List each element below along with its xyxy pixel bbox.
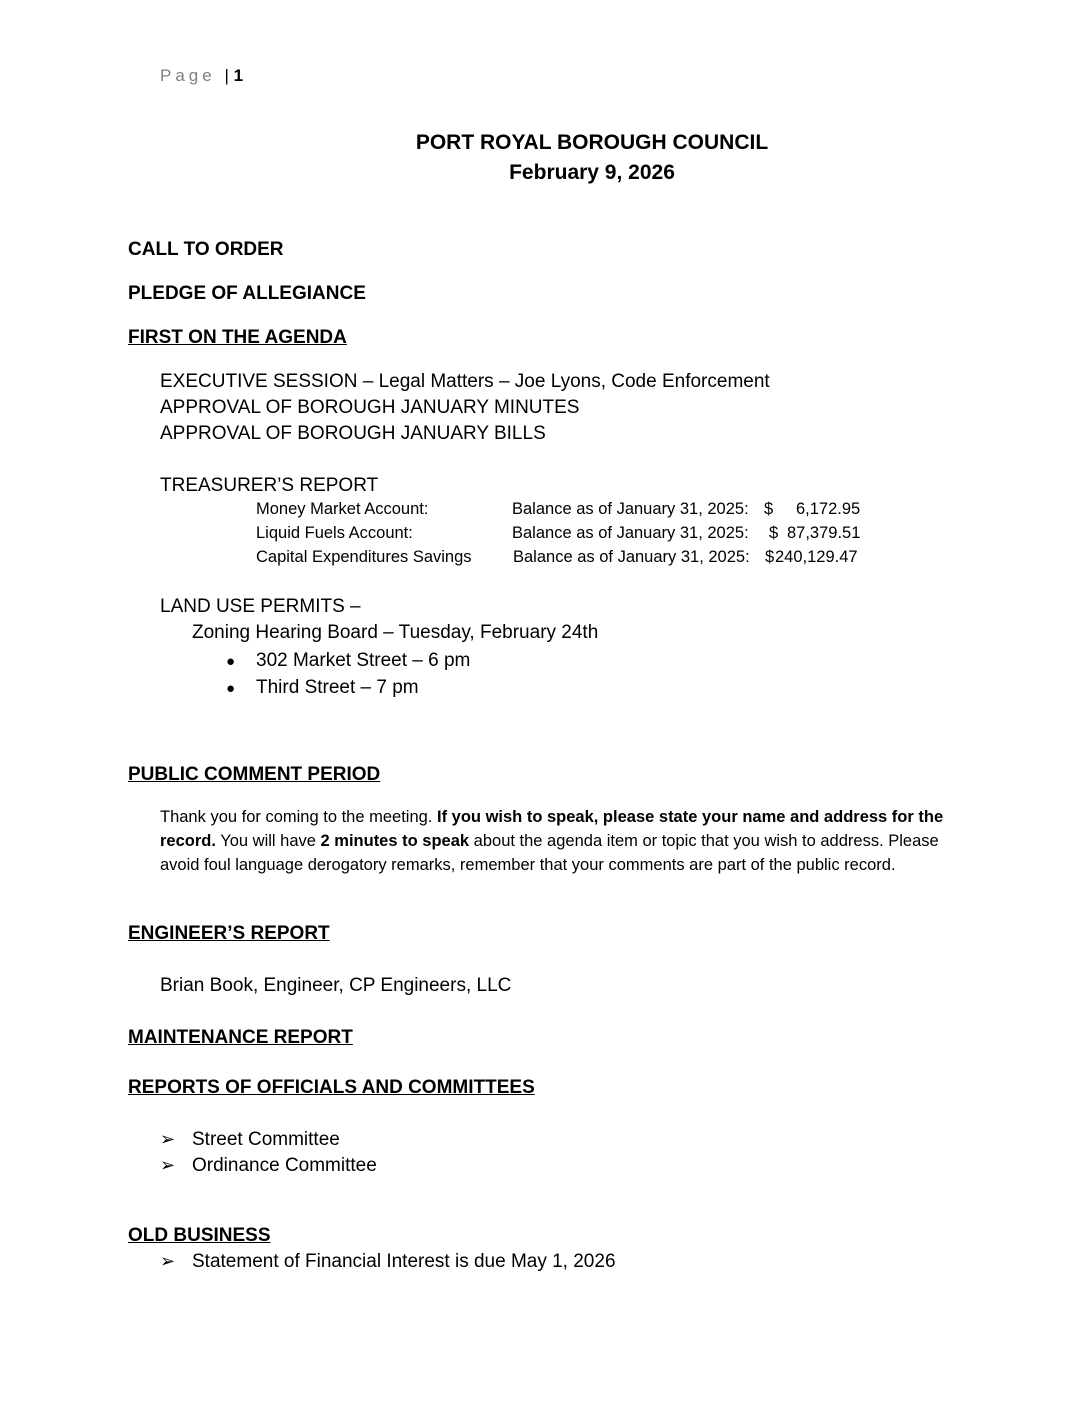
document-date: February 9, 2026 — [509, 161, 675, 184]
treasurer-report-heading: TREASURER’S REPORT — [160, 475, 379, 496]
page-number-header: Page | 1 — [160, 66, 244, 85]
currency-symbol: $ — [769, 524, 779, 542]
zoning-hearing-line: Zoning Hearing Board – Tuesday, February 24th — [192, 622, 599, 643]
account-name: Capital Expenditures Savings — [256, 548, 472, 566]
page-number: 1 — [233, 66, 244, 85]
maintenance-report-heading: MAINTENANCE REPORT — [128, 1027, 353, 1048]
arrow-bullet-icon: ➢ — [160, 1155, 176, 1175]
bullet-icon: ● — [226, 653, 236, 670]
old-business-item: Statement of Financial Interest is due May 1, 2026 — [192, 1251, 616, 1272]
call-to-order-heading: CALL TO ORDER — [128, 239, 284, 260]
document-title: PORT ROYAL BOROUGH COUNCIL — [415, 131, 769, 154]
account-name: Money Market Account: — [256, 500, 429, 518]
public-comment-paragraph — [160, 805, 970, 877]
public-comment-heading: PUBLIC COMMENT PERIOD — [128, 764, 381, 785]
paragraph-text: You will have — [215, 832, 321, 850]
currency-symbol: $ — [765, 548, 775, 566]
arrow-bullet-icon: ➢ — [160, 1129, 176, 1149]
first-on-agenda-heading: FIRST ON THE AGENDA — [128, 327, 347, 348]
arrow-bullet-icon: ➢ — [160, 1251, 176, 1271]
list-item: 302 Market Street – 6 pm — [256, 650, 471, 671]
currency-symbol: $ — [764, 500, 774, 518]
list-item: Third Street – 7 pm — [256, 677, 419, 698]
engineer-name: Brian Book, Engineer, CP Engineers, LLC — [160, 975, 512, 996]
committee-item: Street Committee — [192, 1129, 340, 1150]
balance-label: Balance as of January 31, 2025: — [512, 524, 749, 542]
engineers-report-heading: ENGINEER’S REPORT — [128, 923, 330, 944]
balance-amount: 240,129.47 — [775, 548, 858, 566]
balance-amount: 6,172.95 — [796, 500, 861, 518]
officials-committees-heading: REPORTS OF OFFICIALS AND COMMITTEES — [128, 1077, 535, 1098]
paragraph-bold-text: If you wish to speak, please state your name and address for the record. — [160, 808, 944, 850]
agenda-item: APPROVAL OF BOROUGH JANUARY BILLS — [160, 423, 546, 444]
account-name: Liquid Fuels Account: — [256, 524, 413, 542]
page-word: Page — [160, 66, 216, 85]
paragraph-text: Thank you for coming to the meeting. — [160, 808, 437, 826]
old-business-heading: OLD BUSINESS — [128, 1225, 271, 1246]
committee-item: Ordinance Committee — [192, 1155, 377, 1176]
balance-label: Balance as of January 31, 2025: — [512, 500, 749, 518]
land-use-heading: LAND USE PERMITS – — [160, 596, 361, 617]
agenda-item: EXECUTIVE SESSION – Legal Matters – Joe Lyons, Code Enforcement — [160, 371, 770, 392]
paragraph-bold-text: 2 minutes to speak — [320, 832, 470, 850]
bullet-icon: ● — [226, 680, 236, 697]
agenda-item: APPROVAL OF BOROUGH JANUARY MINUTES — [160, 397, 580, 418]
paragraph-text: about the agenda item or topic that you wish to address. Please avoid foul language derogatory remarks, remember that your comments are part of the public record. — [160, 832, 939, 874]
balance-label: Balance as of January 31, 2025: — [513, 548, 750, 566]
balance-amount: 87,379.51 — [787, 524, 861, 542]
pledge-heading: PLEDGE OF ALLEGIANCE — [128, 283, 366, 304]
